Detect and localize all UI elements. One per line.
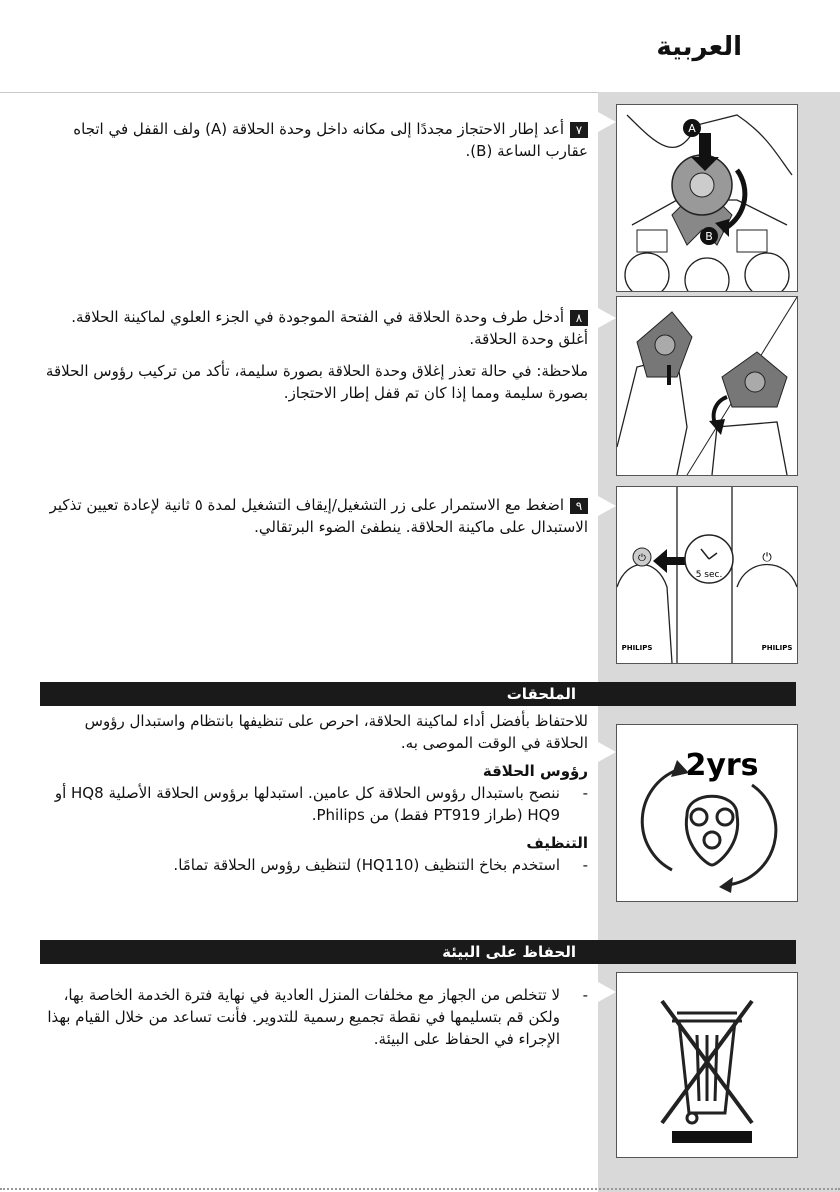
accessories-intro: للاحتفاظ بأفضل أداء لماكينة الحلاقة، احرص على تنظيفها بانتظام واستبدال رؤوس الحلاقة في الوقت الموصى به. [84, 712, 588, 752]
step-note: ملاحظة: في حالة تعذر إغلاق وحدة الحلاقة بصورة سليمة، تأكد من تركيب رؤوس الحلاقة بصورة سليمة ومما إذا كان تم قفل إطار الاحتجاز. [45, 362, 588, 402]
label-b: B [705, 230, 713, 243]
figure-pointer [598, 496, 616, 516]
brand-right: PHILIPS [761, 644, 793, 652]
svg-text:⏻: ⏻ [638, 553, 646, 564]
step-text: أدخل طرف وحدة الحلاقة في الفتحة الموجودة في الجزء العلوي لماكينة الحلاقة. أغلق وحدة الحلاقة. [71, 308, 588, 348]
timer-label: 5 sec. [695, 570, 723, 580]
shaver-head-lock-illustration [617, 105, 797, 291]
crossed-out-bin-icon [617, 973, 797, 1157]
svg-text:⏻: ⏻ [762, 550, 772, 564]
bullet-dash: - [582, 784, 588, 802]
bullet-dash: - [582, 856, 588, 874]
environment-item [40, 984, 588, 1050]
brand-left: PHILIPS [621, 644, 653, 652]
step-number: ٩ [570, 498, 588, 514]
closing-shaving-unit-illustration [617, 297, 797, 475]
reset-reminder-illustration [617, 487, 797, 663]
cleaning-text: استخدم بخاخ التنظيف (HQ110) لتنظيف رؤوس الحلاقة تمامًا. [173, 856, 560, 874]
bullet-dash: - [582, 986, 588, 1004]
step-text: اضغط مع الاستمرار على زر التشغيل/إيقاف التشغيل لمدة ٥ ثانية لإعادة تعيين تذكير الاستبدال على ماكينة الحلاقة. ينطفئ الضوء البرتقالي. [49, 496, 588, 536]
step-9 [40, 494, 588, 538]
two-years-cycle-icon [617, 725, 797, 901]
step-7 [40, 118, 588, 162]
figure-pointer [598, 982, 616, 1002]
environment-text: لا تتخلص من الجهاز مع مخلفات المنزل العادية في نهاية فترة الخدمة الخاصة بها، ولكن قم بتسليمها في نقطة تجميع رسمية للتدوير. فأنت تساعد من خلال القيام بهذا الإجراء في الحفاظ على البيئة. [47, 986, 560, 1048]
figure-weee [616, 972, 798, 1158]
shaving-heads-heading: رؤوس الحلاقة [482, 762, 588, 780]
figure-step-8 [616, 296, 798, 476]
figure-pointer [598, 742, 616, 762]
figure-step-9 [616, 486, 798, 664]
figure-replacement-interval [616, 724, 798, 902]
accessories-content [40, 710, 588, 876]
figure-pointer [598, 308, 616, 328]
step-8 [40, 306, 588, 404]
step-number: ٧ [570, 122, 588, 138]
shaving-heads-text: ننصح باستبدال رؤوس الحلاقة كل عامين. استبدلها برؤوس الحلاقة الأصلية HQ8 أو HQ9 (طراز PT919 فقط) من Philips. [54, 784, 560, 824]
environment-heading-bar [40, 940, 796, 964]
language-title: العربية [656, 32, 742, 62]
figure-pointer [598, 112, 616, 132]
section-heading: الملحقات [506, 685, 576, 703]
bottom-rule [0, 1188, 840, 1190]
step-number: ٨ [570, 310, 588, 326]
label-a: A [688, 122, 696, 135]
figure-step-7 [616, 104, 798, 292]
step-text: أعد إطار الاحتجاز مجددًا إلى مكانه داخل وحدة الحلاقة (A) ولف القفل في اتجاه عقارب الساعة (B). [73, 120, 588, 160]
cleaning-item [40, 854, 588, 876]
accessories-heading-bar [40, 682, 796, 706]
shaving-heads-item [40, 782, 588, 826]
cleaning-heading: التنظيف [526, 834, 588, 852]
section-heading: الحفاظ على البيئة [442, 943, 576, 961]
two-years-label: 2yrs [685, 748, 759, 783]
environment-content [40, 984, 588, 1050]
